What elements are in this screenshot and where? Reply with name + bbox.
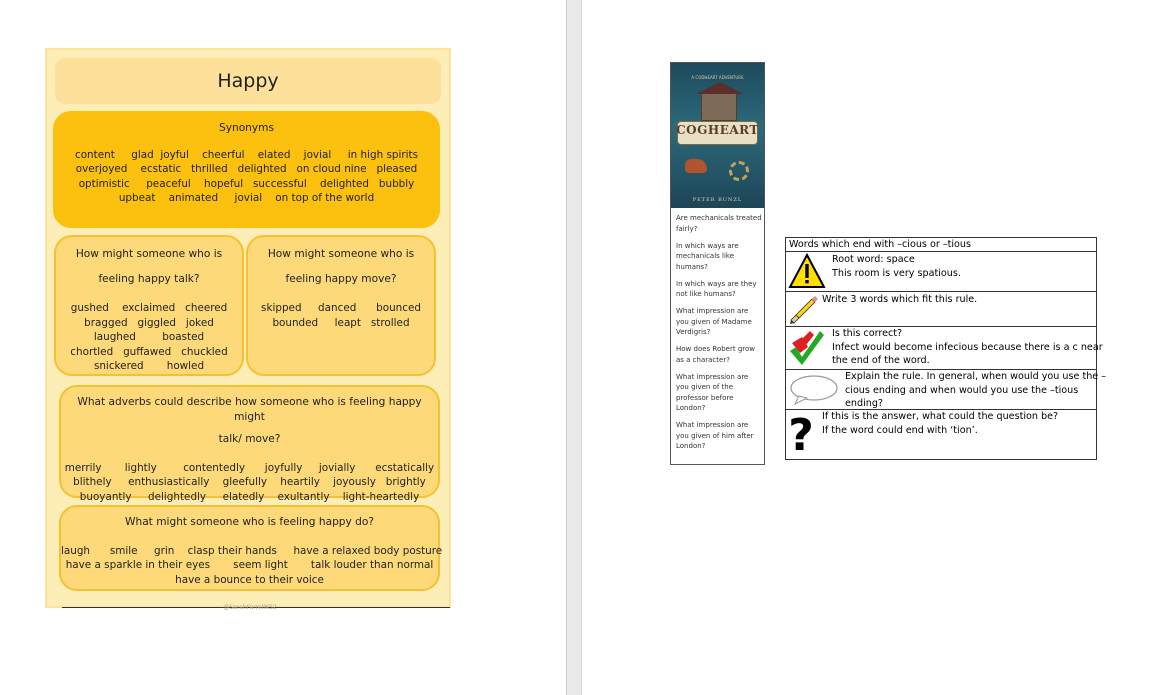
adverbs-line: buoyantly delightedly elatedly exultantly light-heartedly <box>79 490 420 503</box>
actions-line: have a bounce to their voice <box>175 573 324 586</box>
actions-line: have a sparkle in their eyes seem light talk louder than normal <box>65 559 434 571</box>
bookmark-questions <box>676 213 762 458</box>
move-line: skipped danced bounced <box>261 302 421 314</box>
spelling-table-header: Words which end with –cious or –tious <box>786 238 1096 252</box>
spelling-row <box>786 327 1103 370</box>
talk-line: chortled guffawed chuckled <box>70 345 228 358</box>
talk-line: snickered howled <box>93 360 205 372</box>
synonyms-line: upbeat animated jovial on top of the world <box>118 192 375 204</box>
actions-line: laugh smile grin clasp their hands have a relaxed body posture <box>61 544 443 557</box>
book-cover-image <box>671 63 764 208</box>
synonyms-box <box>53 111 440 228</box>
talk-line: laughed boasted <box>93 331 205 343</box>
synonyms-line: optimistic peaceful hopeful successful delighted bubbly <box>78 177 415 190</box>
cover-author: PETER BUNZL <box>692 197 743 203</box>
spelling-row-text: Infect would become infecious because there is a c near <box>832 341 1103 353</box>
word-mat <box>45 48 451 611</box>
cover-title: COGHEART <box>676 123 759 137</box>
spelling-row <box>786 292 1096 327</box>
page-divider <box>566 0 582 695</box>
actions-heading: What might someone who is feeling happy do? <box>125 516 374 528</box>
spelling-row <box>786 370 1107 410</box>
spelling-row-text: Explain the rule. In general, when would you use the – <box>845 371 1107 382</box>
move-heading: How might someone who is <box>267 248 415 260</box>
warning-icon <box>788 253 826 289</box>
adverbs-heading: talk/ move? <box>218 433 281 445</box>
spelling-row <box>786 410 1096 460</box>
adverbs-line: blithely enthusiastically gleefully heartily joyously brightly <box>73 476 426 488</box>
bookmark-question: Are mechanicals treated fairly? <box>676 214 762 233</box>
spelling-row-text: the end of the word. <box>832 355 930 366</box>
word-mat-title: Happy <box>55 58 441 104</box>
spelling-row-text: Root word: space <box>832 254 915 265</box>
cover-house-illustration <box>701 93 737 121</box>
bookmark-question: How does Robert grow as a character? <box>676 345 756 364</box>
spelling-row-text: ending? <box>845 398 884 409</box>
spelling-row-text: cious ending and when would you use the –tious <box>845 384 1079 396</box>
credit-text: @SarahFarrellKS2 <box>223 604 277 611</box>
cover-fox-illustration <box>685 159 707 173</box>
actions-box <box>59 505 443 591</box>
speech-bubble-icon <box>789 374 839 406</box>
pencil-icon <box>788 293 820 326</box>
synonyms-heading: Synonyms <box>218 122 274 134</box>
spelling-row-text: Is this correct? <box>832 328 903 339</box>
adverbs-box <box>59 385 440 503</box>
talk-heading: How might someone who is <box>75 248 223 260</box>
talk-box <box>54 235 244 376</box>
talk-line: bragged giggled joked <box>84 316 214 329</box>
svg-text:?: ? <box>788 412 814 456</box>
spelling-row-text: If this is the answer, what could the question be? <box>822 411 1059 422</box>
check-icon <box>788 329 826 367</box>
synonyms-line: overjoyed ecstatic thrilled delighted on cloud nine pleased <box>75 163 418 175</box>
bookmark-question: What impression are you given of Madame Verdigris? <box>676 307 752 336</box>
cover-publisher-line: A CODHEART ADVENTURE <box>691 75 744 80</box>
bookmark <box>670 62 765 465</box>
spelling-table <box>785 237 1107 460</box>
move-line: bounded leapt strolled <box>272 316 410 329</box>
bookmark-question: In which ways are mechanicals like humans? <box>676 241 739 271</box>
spelling-row-text: Write 3 words which fit this rule. <box>822 294 978 305</box>
spelling-row <box>786 252 1096 292</box>
talk-heading: feeling happy talk? <box>98 272 200 285</box>
question-mark-icon <box>788 412 814 456</box>
talk-line: gushed exclaimed cheered <box>70 302 228 314</box>
cover-gear-icon <box>729 161 749 181</box>
synonyms-line: content glad joyful cheerful elated jovial in high spirits <box>74 148 419 161</box>
move-box <box>246 235 436 376</box>
bookmark-question: In which ways are they not like humans? <box>676 279 757 298</box>
bookmark-question: What impression are you given of the professor before London? <box>676 372 749 412</box>
bookmark-question: What impression are you given of him after London? <box>676 421 754 450</box>
adverbs-line: merrily lightly contentedly joyfully jovially ecstatically <box>64 461 435 474</box>
adverbs-heading: What adverbs could describe how someone who is feeling happy might <box>77 396 422 423</box>
spelling-row-text: If the word could end with ‘tion’. <box>822 424 978 436</box>
spelling-row-text: This room is very spatious. <box>832 268 961 279</box>
move-heading: feeling happy move? <box>285 272 397 285</box>
